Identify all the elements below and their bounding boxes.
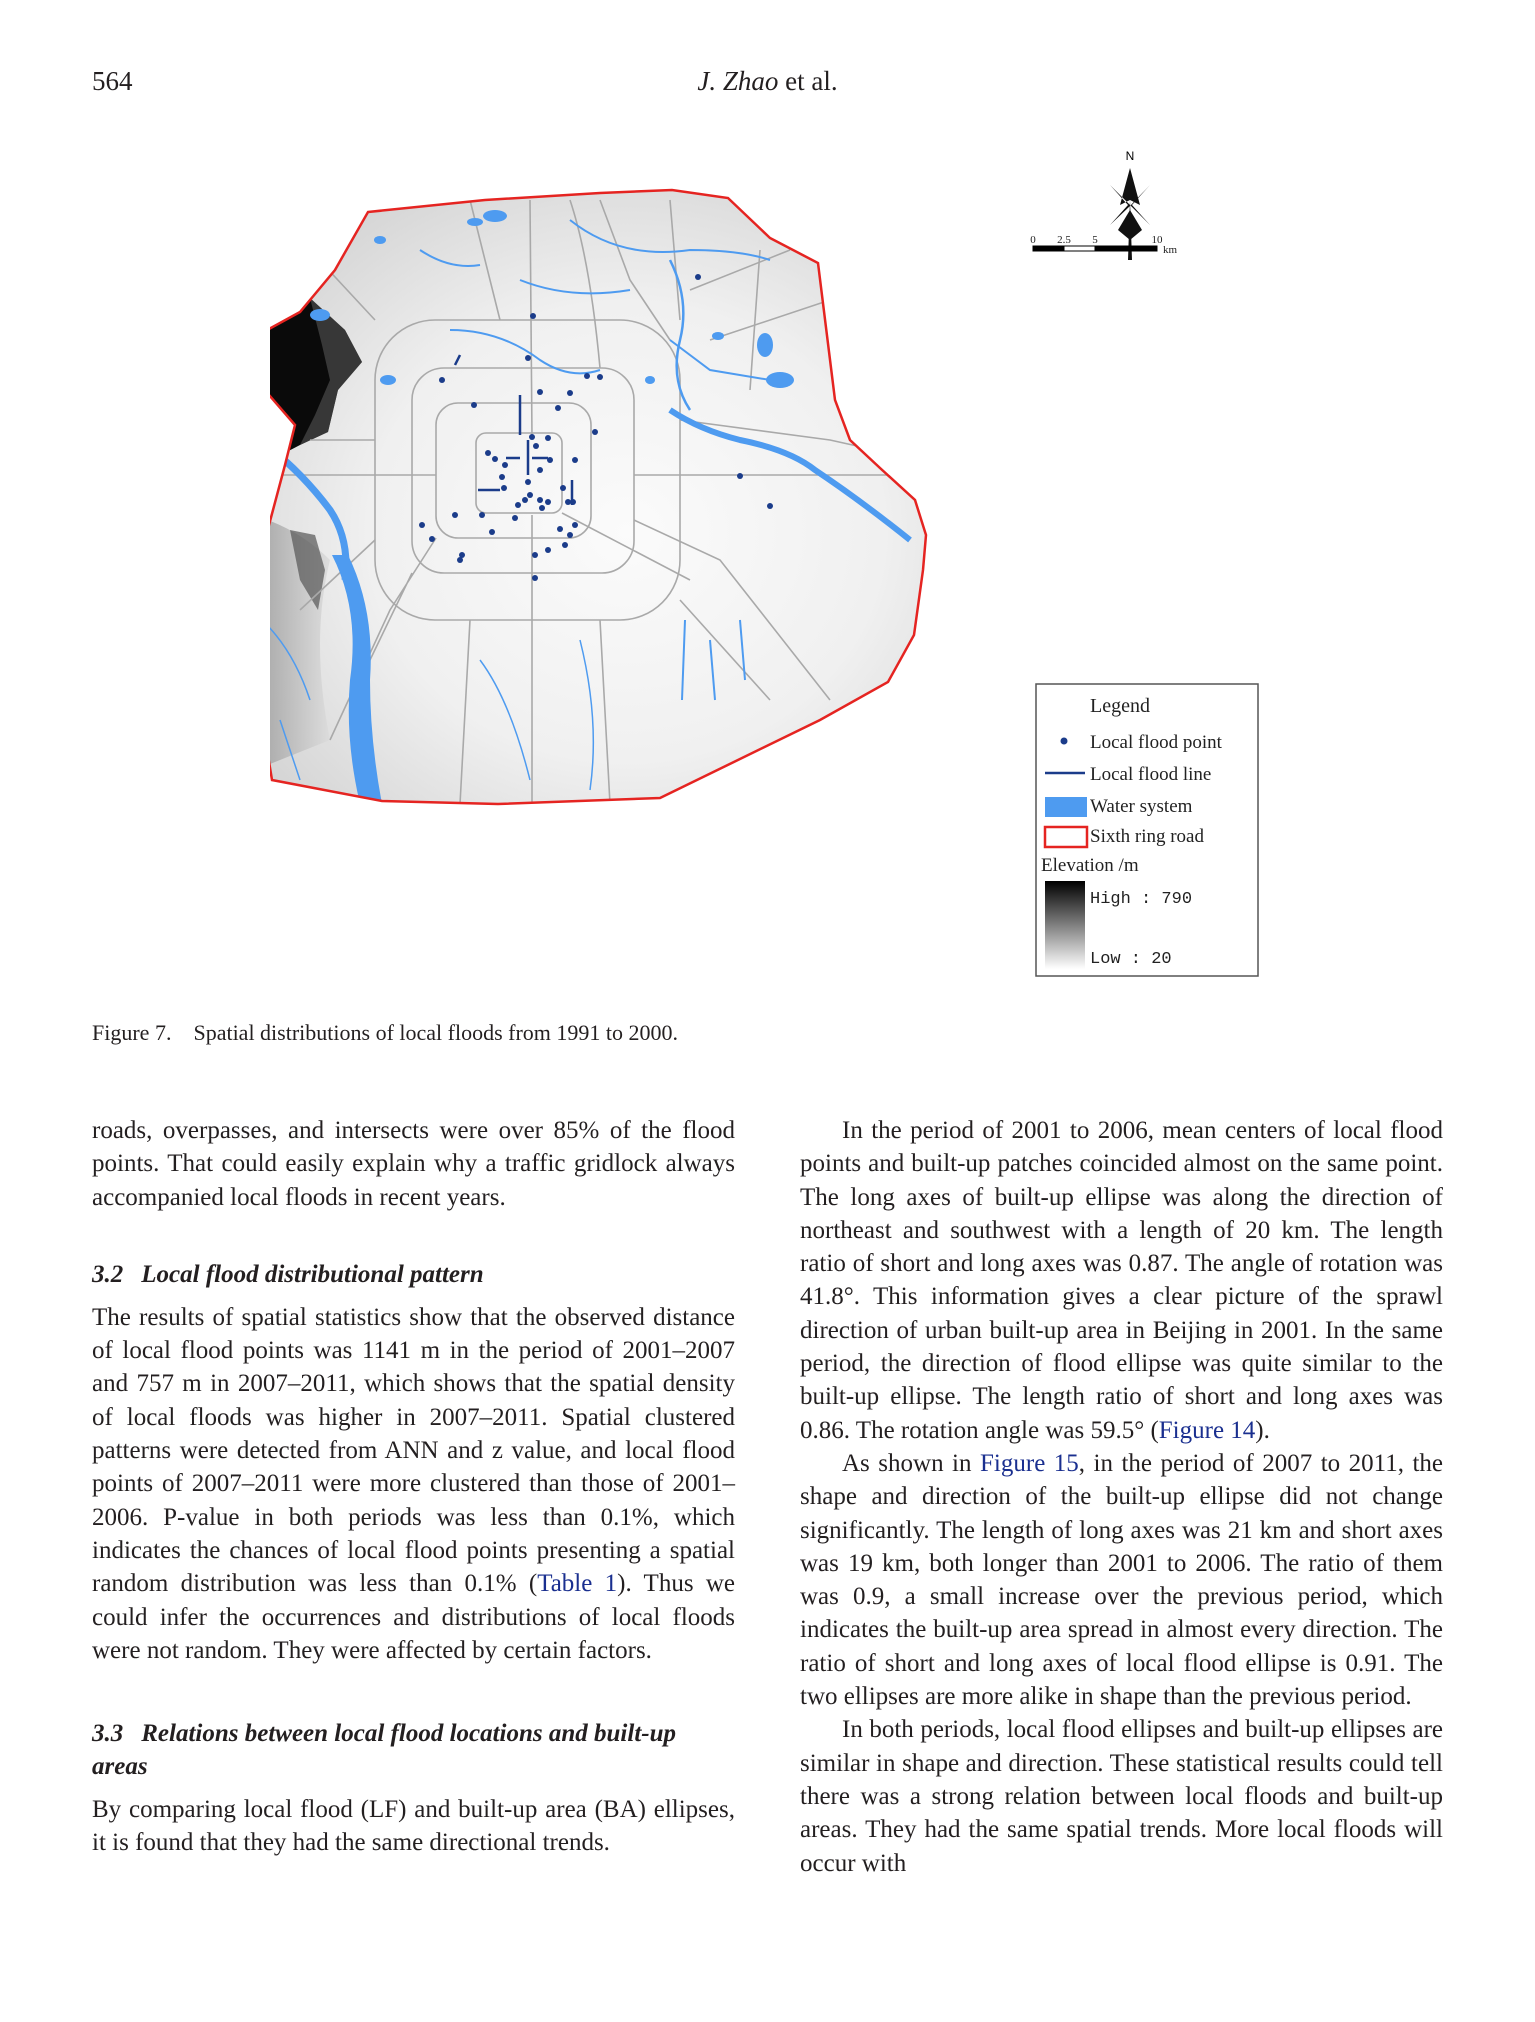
scale-bar (1030, 234, 1177, 256)
left-paragraph-3: By comparing local flood (LF) and built-up area (BA) ellipses, it is found that they had the same directional trends. (92, 1796, 735, 1857)
section-3-3-title: Relations between local flood locations and built-up areas (92, 1720, 677, 1781)
left-paragraph-1: roads, overpasses, and intersects were over 85% of the flood points. That could easily explain why a traffic gridlock always accompanied local floods in recent years. (92, 1117, 735, 1211)
running-head (0, 66, 1535, 97)
right-paragraph-3: In both periods, local flood ellipses and built-up ellipses are similar in shape and direction. These statistical results could tell there was a strong relation between local floods and built-up areas. They had the same spatial trends. More local floods will occur with (800, 1716, 1443, 1877)
table-1-link[interactable]: Table 1 (537, 1570, 618, 1598)
running-head-etal: et al. (778, 66, 838, 96)
section-3-3-number: 3.3 (92, 1720, 124, 1748)
figure-15-link[interactable]: Figure 15 (980, 1449, 1079, 1477)
scale-unit: km (1163, 244, 1178, 256)
right-paragraph-2 (800, 1447, 1443, 1713)
figure-14-link[interactable]: Figure 14 (1158, 1416, 1256, 1444)
flood-map-figure (270, 140, 1270, 990)
legend-title: Legend (1090, 695, 1150, 717)
figure-caption (92, 1020, 678, 1046)
section-3-3-heading (92, 1717, 735, 1783)
legend-elevation-low: Low : 20 (1090, 950, 1172, 969)
left-p2-text-a: The results of spatial statistics show that the observed distance of local flood points was 1141 m in the period of 2001–2007 and 757 m in 2007–2011, which shows that the spatial density of local floods was higher in 2007–2011. Spatial clustered patterns were detected from ANN and z value, and local flood points of 2007–2011 were more clustered than those of 2001–2006. P-value in both periods was less than 0.1%, which indicates the chances of local flood points presenting a spatial random distribution was less than 0.1% ( (92, 1303, 735, 1598)
north-arrow (1110, 149, 1150, 260)
scale-tick-10: 10 (1151, 234, 1163, 246)
map-body (270, 180, 950, 820)
page-number: 564 (92, 66, 133, 96)
right-p1-text-b: ). (1255, 1416, 1270, 1444)
right-column (800, 1114, 1443, 1880)
left-p2-text-b: ). Thus we could infer the occurrences and distributions of local floods were not random. They were affected by certain factors. (92, 1570, 735, 1664)
scale-tick-2-5: 2.5 (1057, 234, 1071, 246)
figure-caption-text: Spatial distributions of local floods from 1991 to 2000. (193, 1020, 679, 1045)
legend-flood-line: Local flood line (1090, 764, 1212, 785)
scale-tick-0: 0 (1030, 234, 1036, 246)
left-paragraph-2 (92, 1301, 735, 1667)
north-label: N (1125, 149, 1135, 163)
right-paragraph-1 (800, 1114, 1443, 1447)
legend-elevation-high: High : 790 (1090, 890, 1193, 909)
section-3-2-title: Local flood distributional pattern (141, 1260, 484, 1288)
section-3-2-number: 3.2 (92, 1260, 124, 1288)
left-column (92, 1114, 735, 1860)
map-legend (1036, 684, 1258, 976)
right-p2-text-a: As shown in (842, 1449, 981, 1477)
right-p2-text-b: , in the period of 2007 to 2011, the shape and direction of the built-up ellipse did not change significantly. The length of long axes was 21 km and short axes was 19 km, both longer than 2001 to 2006. The ratio of them was 0.9, a small increase over the previous period, which indicates the built-up area spread in almost every direction. The ratio of short and long axes of local flood ellipse is 0.91. The two ellipses are more alike in shape than the previous period. (800, 1449, 1444, 1711)
running-head-author: J. Zhao (697, 66, 779, 96)
legend-flood-point: Local flood point (1090, 732, 1222, 753)
legend-elevation-title: Elevation /m (1041, 855, 1139, 876)
section-3-2-heading (92, 1258, 735, 1291)
legend-sixth-ring-road: Sixth ring road (1090, 826, 1204, 847)
scale-tick-5: 5 (1092, 234, 1098, 246)
right-p1-text-a: In the period of 2001 to 2006, mean centers of local flood points and built-up patches coincided almost on the same point. The long axes of built-up ellipse was along the direction of northeast and southwest with a length of 20 km. The length ratio of short and long axes was 0.87. The angle of rotation was 41.8°. This information gives a clear picture of the sprawl direction of urban built-up area in Beijing in 2001. In the same period, the direction of flood ellipse was quite similar to the built-up ellipse. The length ratio of short and long axes was 0.86. The rotation angle was 59.5° ( (800, 1117, 1443, 1444)
legend-water-system: Water system (1090, 796, 1193, 817)
figure-caption-label: Figure 7. (92, 1020, 172, 1045)
